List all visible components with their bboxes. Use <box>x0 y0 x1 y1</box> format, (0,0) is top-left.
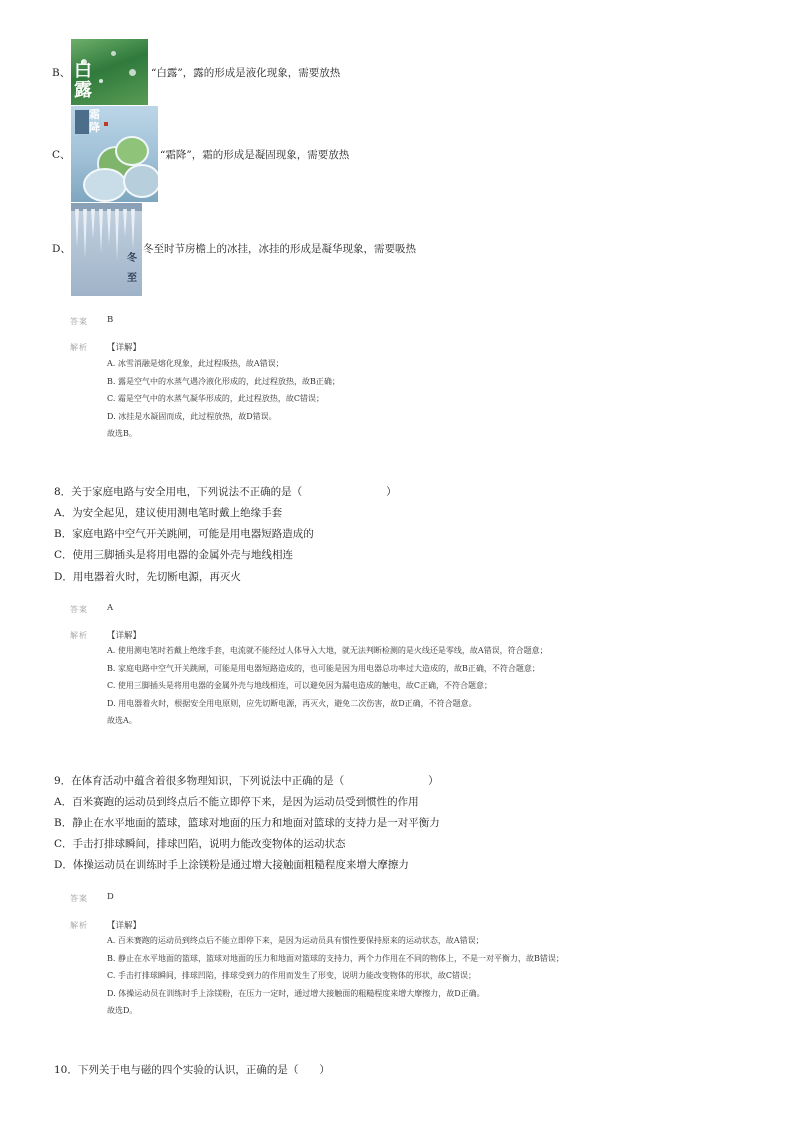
option-text: “霜降”，霜的形成是凝固现象，需要放热 <box>160 149 350 161</box>
detail-header: 【详解】 <box>107 631 142 641</box>
option-letter: B、 <box>52 67 71 79</box>
explanation-line: A. 使用测电笔时若戴上绝缘手套，电流就不能经过人体导入大地，就无法判断检测的是火线还是零线，故A错误，符合题意； <box>107 646 548 655</box>
analysis-label: 解析 <box>70 343 88 352</box>
explanation-line: B. 露是空气中的水蒸气遇冷液化形成的，此过程放热，故B正确； <box>107 376 340 386</box>
image-caption-2: 至 <box>127 273 137 284</box>
conclusion: 故选D。 <box>107 1006 138 1015</box>
answer-label: 答案 <box>70 317 88 326</box>
answer-value: B <box>107 315 114 325</box>
q9-explanation <box>107 932 564 1020</box>
question-stem: 8．关于家庭电路与安全用电，下列说法不正确的是（ ） <box>54 486 397 498</box>
option-c: C．使用三脚插头是将用电器的金属外壳与地线相连 <box>54 549 294 561</box>
icicle-image <box>71 203 142 296</box>
explanation-line: C. 使用三脚插头是将用电器的金属外壳与地线相连，可以避免因为漏电造成的触电，故C正确，不符合题意； <box>107 681 493 690</box>
analysis-label: 解析 <box>70 631 88 640</box>
detail-header: 【详解】 <box>107 921 142 931</box>
option-d: D．用电器着火时，先切断电源，再灭火 <box>54 571 241 583</box>
question-stem: 9．在体育活动中蕴含着很多物理知识，下列说法中正确的是（ ） <box>54 775 439 787</box>
detail-header: 【详解】 <box>107 343 142 353</box>
option-a: A．为安全起见，建议使用测电笔时戴上绝缘手套 <box>54 507 283 519</box>
explanation-line: A. 冰雪消融是熔化现象，此过程吸热，故A错误； <box>107 359 284 368</box>
frost-descent-image <box>71 106 158 202</box>
question-stem: 10．下列关于电与磁的四个实验的认识，正确的是（ ） <box>54 1064 330 1076</box>
option-a: A．百米赛跑的运动员到终点后不能立即停下来，是因为运动员受到惯性的作用 <box>54 796 419 808</box>
option-letter: C、 <box>52 149 71 161</box>
image-caption: 白露 <box>74 60 92 101</box>
explanation-line: B. 静止在水平地面的篮球，篮球对地面的压力和地面对篮球的支持力，两个力作用在不同的物体上，不是一对平衡力，故B错误； <box>107 953 564 963</box>
answer-label: 答案 <box>70 894 88 903</box>
explanation-line: C. 霜是空气中的水蒸气凝华形成的，此过程放热，故C错误； <box>107 394 325 403</box>
conclusion: 故选A。 <box>107 716 137 725</box>
image-caption-1: 冬 <box>127 253 137 264</box>
option-letter: D、 <box>52 243 71 255</box>
q7-explanation <box>107 355 340 443</box>
option-text: 冬至时节房檐上的冰挂，冰挂的形成是凝华现象，需要吸热 <box>143 243 416 255</box>
option-b: B．静止在水平地面的篮球，篮球对地面的压力和地面对篮球的支持力是一对平衡力 <box>54 817 440 829</box>
explanation-line: C. 手击打排球瞬间，排球凹陷，排球受到力的作用而发生了形变，说明力能改变物体的形状，故C错误； <box>107 971 477 980</box>
explanation-line: D. 用电器着火时，根据安全用电原则，应先切断电源，再灭火，避免二次伤害，故D正确，不符合题意。 <box>107 698 477 708</box>
explanation-line: D. 体操运动员在训练时手上涂镁粉，在压力一定时，通过增大接触面的粗糙程度来增大摩擦力，故D正确。 <box>107 988 485 998</box>
explanation-line: B. 家庭电路中空气开关跳闸，可能是用电器短路造成的，也可能是因为用电器总功率过大造成的，故B正确，不符合题意； <box>107 663 540 673</box>
image-caption: 霜降 <box>89 108 100 134</box>
option-c: C．手击打排球瞬间，排球凹陷，说明力能改变物体的运动状态 <box>54 838 346 850</box>
explanation-line: A. 百米赛跑的运动员到终点后不能立即停下来，是因为运动员具有惯性要保持原来的运动状态，故A错误； <box>107 936 484 945</box>
option-b: B．家庭电路中空气开关跳闸，可能是用电器短路造成的 <box>54 528 314 540</box>
option-text: “白露”，露的形成是液化现象，需要放热 <box>151 67 341 79</box>
analysis-label: 解析 <box>70 921 88 930</box>
white-dew-image <box>71 39 148 105</box>
conclusion: 故选B。 <box>107 429 137 438</box>
answer-value: A <box>107 603 114 613</box>
q8-explanation <box>107 642 548 730</box>
answer-value: D <box>107 892 114 902</box>
explanation-line: D. 冰挂是水凝固而成，此过程放热，故D错误。 <box>107 411 277 421</box>
option-d: D．体操运动员在训练时手上涂镁粉是通过增大接触面粗糙程度来增大摩擦力 <box>54 859 409 871</box>
answer-label: 答案 <box>70 605 88 614</box>
